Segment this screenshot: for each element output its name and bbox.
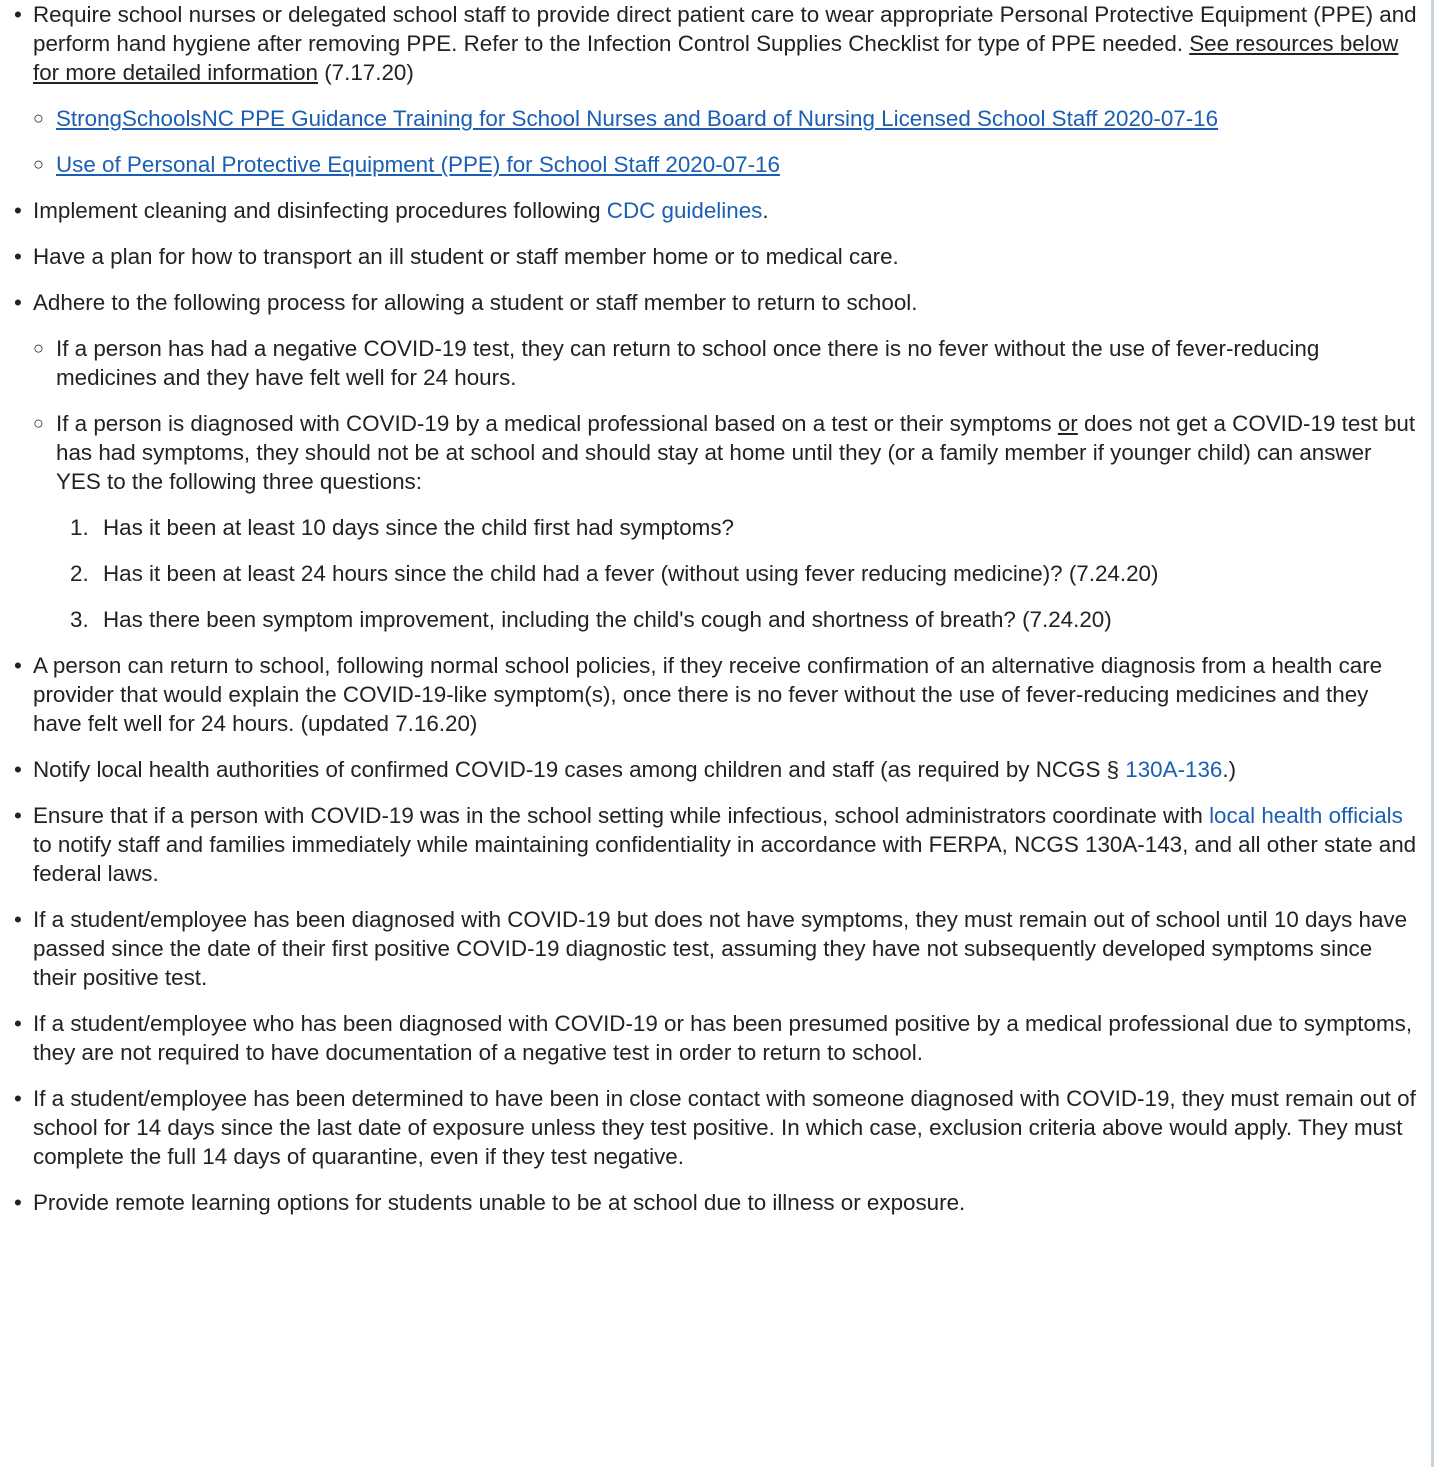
question-item	[56, 605, 1420, 634]
list-item	[33, 150, 1420, 179]
item-text: Provide remote learning options for students unable to be at school due to illness or exposure.	[33, 1190, 966, 1215]
list-item	[33, 409, 1420, 634]
list-item	[0, 755, 1420, 784]
list-item	[0, 1009, 1420, 1067]
return-process-list	[33, 334, 1420, 634]
list-item	[0, 651, 1420, 738]
local-health-officials-link[interactable]: local health officials	[1209, 803, 1403, 828]
bullet-icon: •	[14, 803, 22, 828]
list-item	[0, 905, 1420, 992]
list-item	[0, 1188, 1420, 1217]
item-text: Adhere to the following process for allowing a student or staff member to return to school.	[33, 290, 918, 315]
item-text: .)	[1222, 757, 1237, 782]
bullet-icon: •	[14, 1086, 22, 1111]
question-item	[56, 559, 1420, 588]
list-item	[0, 801, 1420, 888]
list-item	[0, 1084, 1420, 1171]
list-item	[33, 334, 1420, 392]
circle-bullet-icon: ○	[33, 108, 44, 128]
questions-list	[56, 513, 1420, 634]
item-text: If a person has had a negative COVID-19 test, they can return to school once there is no fever without the use of fever-reducing medicines and they have felt well for 24 hours.	[56, 336, 1320, 390]
list-item	[33, 104, 1420, 133]
item-text: to notify staff and families immediately while maintaining confidentiality in accordance with FERPA, NCGS 130A-143, and all other state and federal laws.	[33, 832, 1417, 886]
bullet-icon: •	[14, 1011, 22, 1036]
bullet-icon: •	[14, 653, 22, 678]
list-item	[0, 0, 1420, 179]
bullet-icon: •	[14, 757, 22, 782]
question-number: 1.	[70, 515, 89, 540]
ncgs-130a-136-link[interactable]: 130A-136	[1125, 757, 1223, 782]
question-text: Has it been at least 10 days since the child first had symptoms?	[103, 515, 734, 540]
question-text: Has it been at least 24 hours since the child had a fever (without using fever reducing medicine)? (7.24.20)	[103, 561, 1159, 586]
item-text: Have a plan for how to transport an ill student or staff member home or to medical care.	[33, 244, 899, 269]
circle-bullet-icon: ○	[33, 154, 44, 174]
cdc-guidelines-link[interactable]: CDC guidelines	[606, 198, 763, 223]
bullet-icon: •	[14, 244, 22, 269]
item-text: Require school nurses or delegated school staff to provide direct patient care to wear appropriate Personal Protective Equipment (PPE) and perform hand hygiene after removing PPE. Refer to the Infection Control Supplies Checklist for type of PPE needed.	[33, 2, 1417, 56]
item-text: Implement cleaning and disinfecting procedures following	[33, 198, 607, 223]
list-item	[0, 242, 1420, 271]
item-date: (7.17.20)	[318, 60, 414, 85]
item-text: .	[762, 198, 769, 223]
item-text: If a student/employee has been diagnosed with COVID-19 but does not have symptoms, they must remain out of school until 10 days have passed since the date of their first positive COVID-19 diagnostic test, assuming they have not subsequently developed symptoms since their positive test.	[33, 907, 1408, 990]
question-number: 2.	[70, 561, 89, 586]
bullet-icon: •	[14, 1190, 22, 1215]
bullet-icon: •	[14, 907, 22, 932]
bullet-icon: •	[14, 2, 22, 27]
item-text: If a student/employee has been determined to have been in close contact with someone diagnosed with COVID-19, they must remain out of school for 14 days since the last date of exposure unless they test positive. In which case, exclusion criteria above would apply. They must complete the full 14 days of quarantine, even if they test negative.	[33, 1086, 1416, 1169]
bullet-icon: •	[14, 290, 22, 315]
item-text: Ensure that if a person with COVID-19 was in the school setting while infectious, school administrators coordinate with	[33, 803, 1210, 828]
item-text: If a person is diagnosed with COVID-19 by a medical professional based on a test or their symptoms	[56, 411, 1058, 436]
question-number: 3.	[70, 607, 89, 632]
emphasis-or: or	[1057, 411, 1078, 436]
bullet-icon: •	[14, 198, 22, 223]
circle-bullet-icon: ○	[33, 413, 44, 433]
question-text: Has there been symptom improvement, including the child's cough and shortness of breath? (7.24.20)	[103, 607, 1112, 632]
item-text: If a student/employee who has been diagnosed with COVID-19 or has been presumed positive by a medical professional due to symptoms, they are not required to have documentation of a negative test in order to return to school.	[33, 1011, 1413, 1065]
resource-links	[33, 104, 1420, 179]
question-item	[56, 513, 1420, 542]
item-text: Notify local health authorities of confirmed COVID-19 cases among children and staff (as required by NCGS §	[33, 757, 1126, 782]
ppe-training-link[interactable]: StrongSchoolsNC PPE Guidance Training for School Nurses and Board of Nursing Licensed School Staff 2020-07-16	[56, 106, 1219, 131]
ppe-school-staff-link[interactable]: Use of Personal Protective Equipment (PPE) for School Staff 2020-07-16	[56, 152, 780, 177]
item-text: A person can return to school, following normal school policies, if they receive confirmation of an alternative diagnosis from a health care provider that would explain the COVID-19-like symptom(s), once there is no fever without the use of fever-reducing medicines and they have felt well for 24 hours. (updated 7.16.20)	[33, 653, 1383, 736]
circle-bullet-icon: ○	[33, 338, 44, 358]
resources-note: See resources below for more detailed information	[33, 31, 1399, 85]
list-item	[0, 196, 1420, 225]
item-text: does not get a COVID-19 test but has had symptoms, they should not be at school and should stay at home until they (or a family member if younger child) can answer YES to the following three questions:	[56, 411, 1416, 494]
list-item	[0, 288, 1420, 634]
